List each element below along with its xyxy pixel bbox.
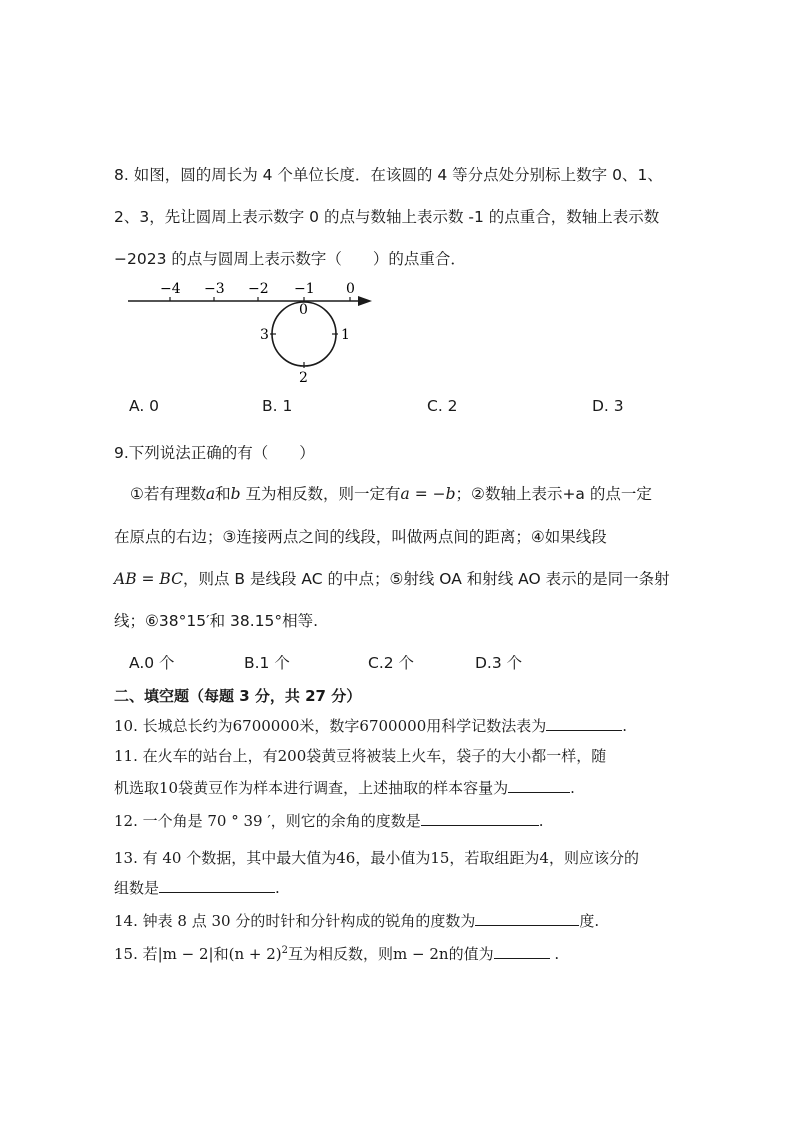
q9-stem: 9.下列说法正确的有（ ） [114, 444, 315, 462]
equation-ab-bc: AB = BC [114, 570, 183, 588]
q13-text: 组数是 [114, 879, 160, 897]
q13-line2 [114, 877, 280, 898]
q13-end: . [275, 879, 280, 897]
q8-option-c: C. 2 [427, 397, 458, 415]
equation-a-neg-b: a = −b [400, 485, 456, 503]
q12 [114, 810, 544, 831]
q9-line2: 在原点的右边；③连接两点之间的线段，叫做两点间的距离；④如果线段 [114, 528, 607, 546]
answer-blank[interactable] [421, 811, 539, 826]
q10-text: 10. 长城总长约为6700000米，数字6700000用科学记数法表为 [114, 717, 547, 735]
q9-line1 [130, 482, 652, 504]
q14-text: 14. 钟表 8 点 30 分的时针和分针构成的锐角的度数为 [114, 912, 476, 930]
q14-end: 度. [579, 912, 600, 930]
circle-label: 1 [341, 327, 350, 343]
circle-label: 0 [299, 302, 308, 318]
answer-blank[interactable] [494, 944, 550, 959]
q8-line1: 8. 如图，圆的周长为 4 个单位长度．在该圆的 4 等分点处分别标上数字 0、1、 [114, 166, 663, 184]
section-title-fill-in: 二、填空题（每题 3 分，共 27 分） [114, 687, 362, 705]
exponent: 2 [281, 945, 289, 956]
q9-text: ，则点 B 是线段 AC 的中点；⑤射线 OA 和射线 AO 表示的是同一条射 [182, 570, 670, 588]
q15-text: 和 [213, 945, 229, 963]
q15-end: . [549, 945, 560, 963]
answer-blank[interactable] [508, 778, 570, 793]
q9-option-d: D.3 个 [475, 654, 523, 672]
q9-line4: 线；⑥38°15′和 38.15°相等. [114, 612, 319, 630]
answer-blank[interactable] [159, 878, 275, 893]
q8-line2: 2、3，先让圆周上表示数字 0 的点与数轴上表示数 -1 的点重合，数轴上表示数 [114, 208, 660, 226]
axis-label: −4 [160, 281, 181, 297]
axis-label: −2 [248, 281, 269, 297]
q11-text: 机选取10袋黄豆作为样本进行调查，上述抽取的样本容量为 [114, 779, 509, 797]
q13-line1: 13. 有 40 个数据，其中最大值为46，最小值为15，若取组距为4，则应该分的 [114, 849, 639, 867]
axis-label: 0 [346, 281, 355, 297]
target-expression: m − 2n [393, 945, 449, 963]
q10-end: . [622, 717, 628, 735]
q9-text: 和 [215, 485, 231, 503]
answer-blank[interactable] [475, 911, 579, 926]
q9-text: ；②数轴上表示+a 的点一定 [455, 485, 652, 503]
q15 [114, 943, 559, 964]
q15-text: 15. 若 [114, 945, 158, 963]
var-a: a [205, 485, 216, 503]
q11-line1: 11. 在火车的站台上，有200袋黄豆将被装上火车，袋子的大小都一样，随 [114, 747, 607, 765]
q14 [114, 910, 599, 931]
q11-end: . [570, 779, 575, 797]
abs-expression: |m − 2| [157, 945, 214, 963]
q12-text: 12. 一个角是 70 ° 39 ′，则它的余角的度数是 [114, 812, 421, 830]
axis-label: −3 [204, 281, 225, 297]
q8-line3: −2023 的点与圆周上表示数字（ ）的点重合． [114, 250, 466, 268]
var-b: b [230, 485, 241, 503]
number-line-circle-figure [120, 276, 390, 388]
q15-text: 的值为 [448, 945, 494, 963]
q9-option-a: A.0 个 [129, 654, 175, 672]
q9-option-b: B.1 个 [244, 654, 290, 672]
circle-label: 2 [299, 370, 308, 386]
q8-option-b: B. 1 [262, 397, 293, 415]
q9-line3 [114, 567, 670, 589]
q9-text: ①若有理数 [130, 485, 206, 503]
q12-end: . [538, 812, 544, 830]
q8-option-a: A. 0 [129, 397, 160, 415]
q15-text: 互为相反数，则 [288, 945, 394, 963]
circle-label: 3 [260, 327, 269, 343]
axis-label: −1 [294, 281, 315, 297]
square-expression: (n + 2) [228, 945, 282, 963]
answer-blank[interactable] [546, 716, 622, 731]
q9-option-c: C.2 个 [368, 654, 415, 672]
q8-option-d: D. 3 [592, 397, 624, 415]
q11-line2 [114, 777, 575, 798]
q9-text: 互为相反数，则一定有 [240, 485, 401, 503]
q10 [114, 715, 627, 736]
